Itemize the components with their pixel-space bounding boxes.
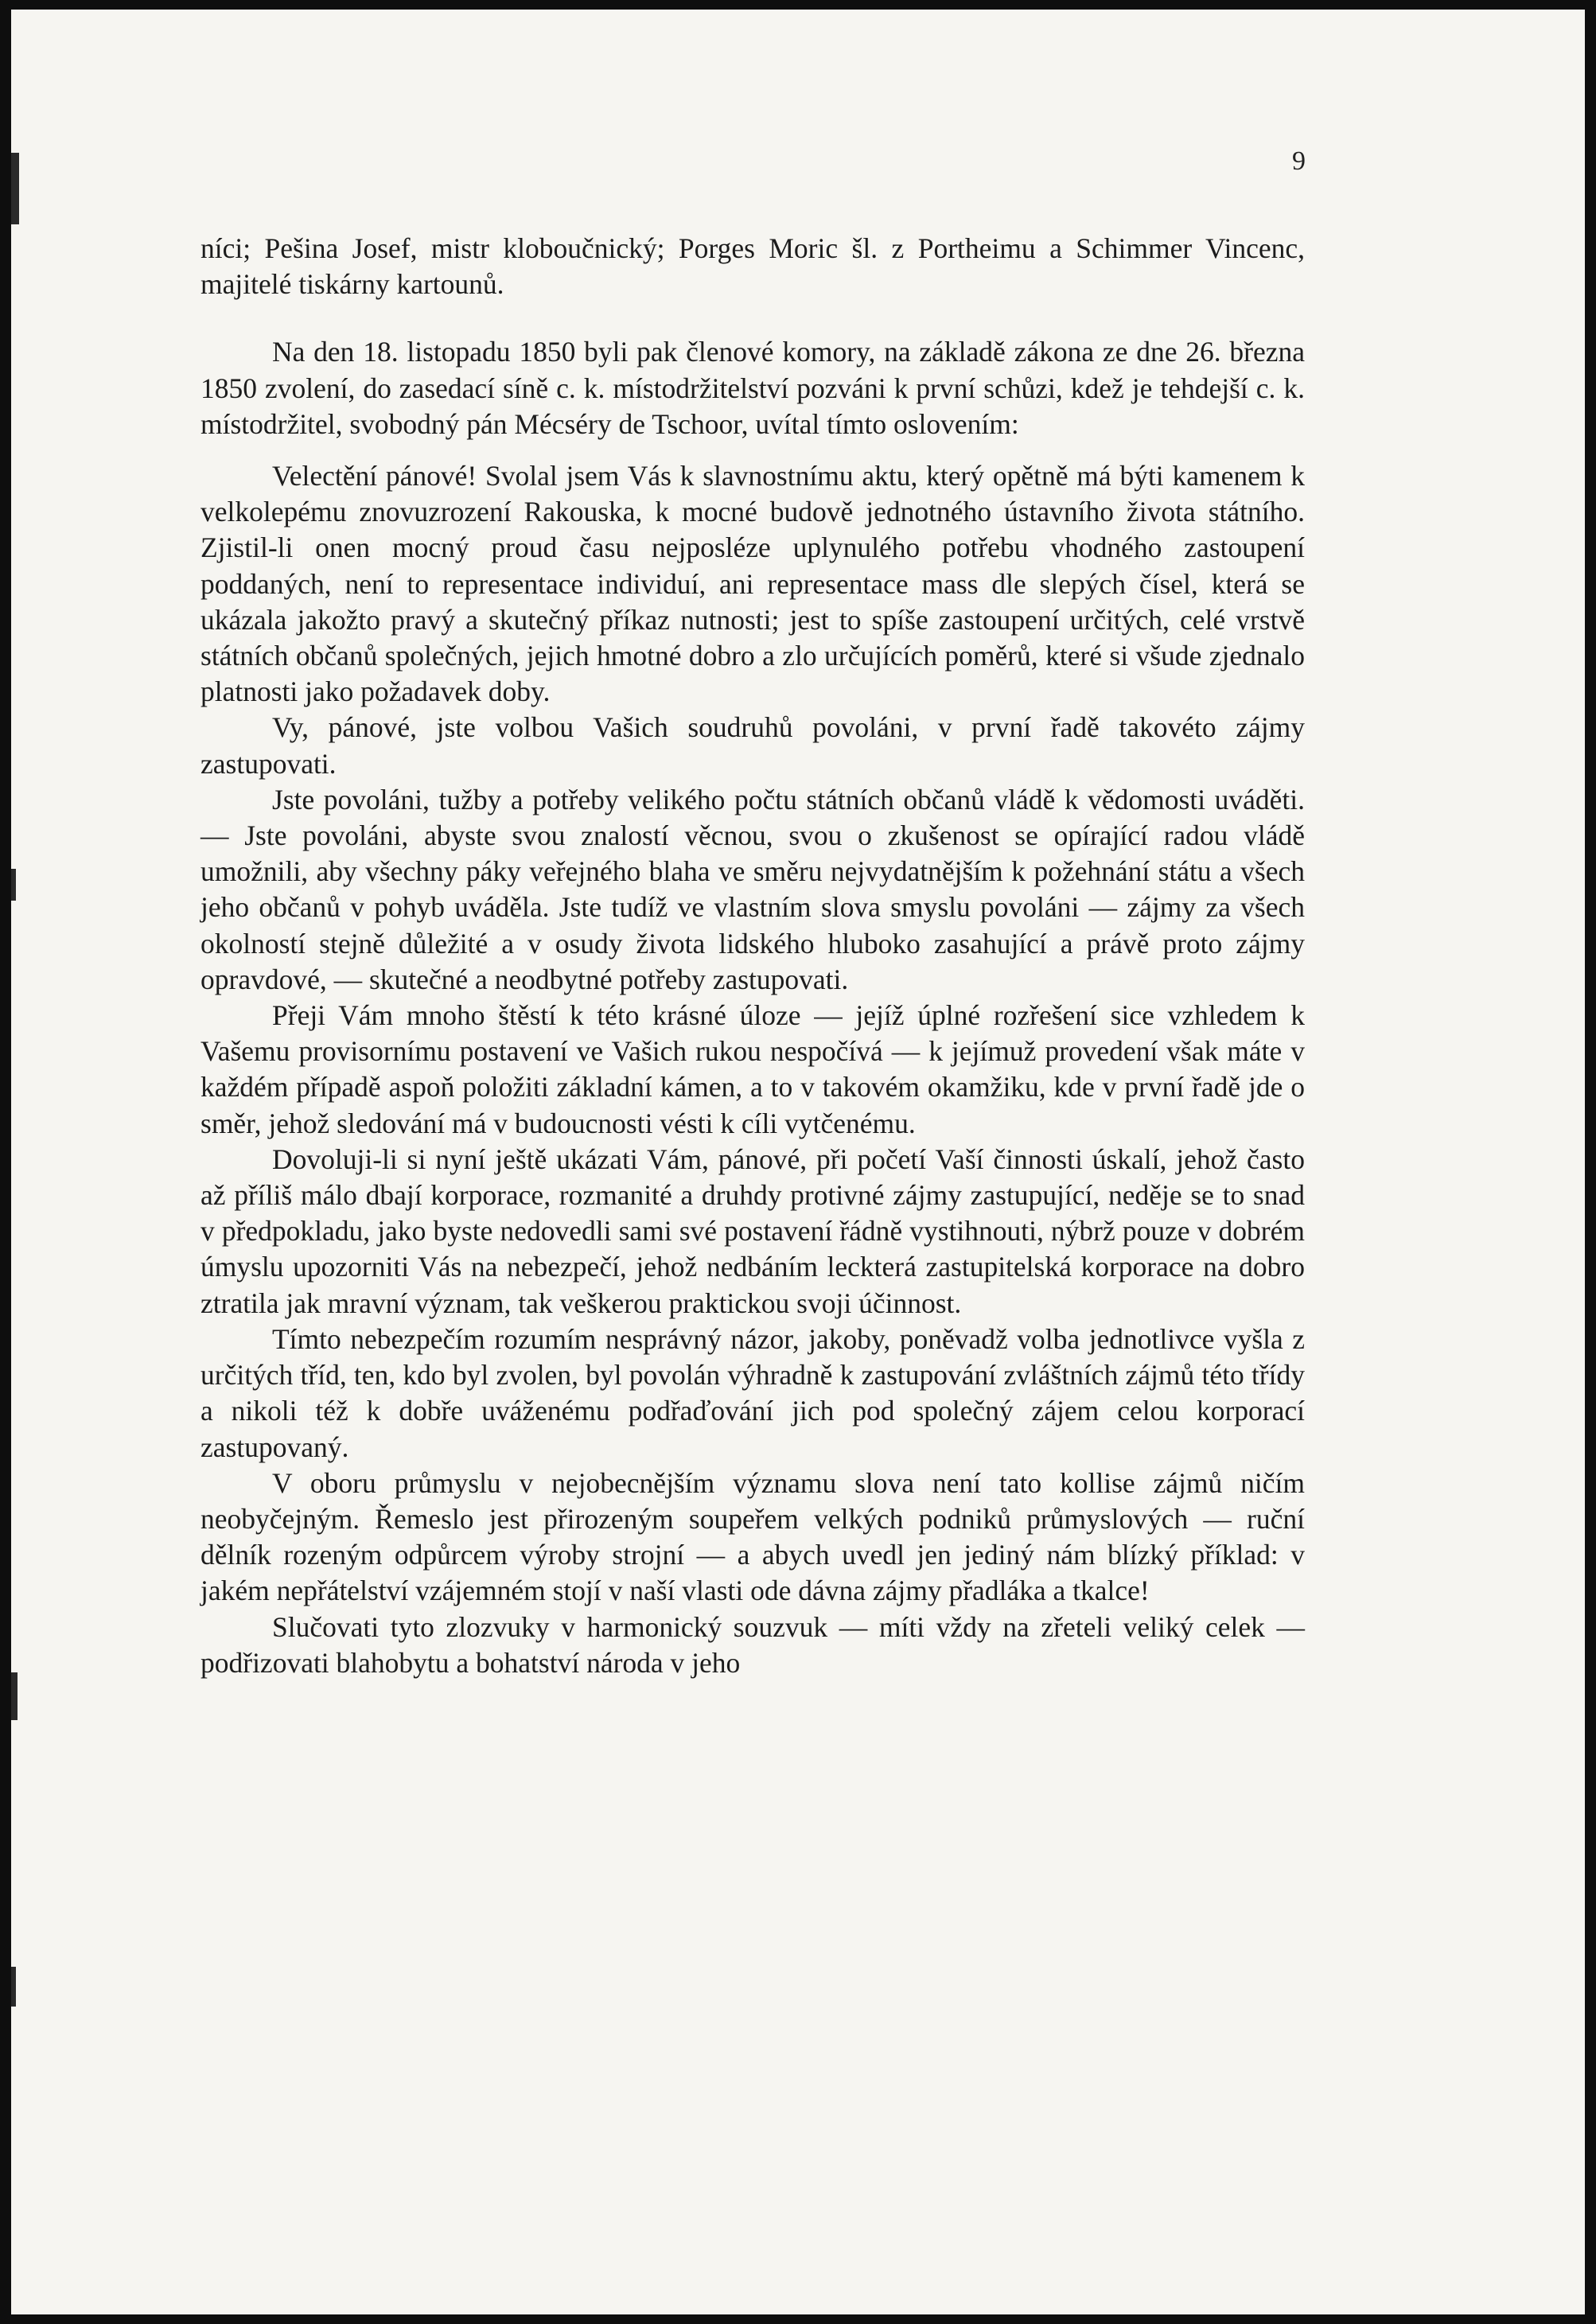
paragraph-chamber-meeting: Na den 18. listopadu 1850 byli pak členové komory, na základě zákona ze dne 26. března 1850 zvolení, do zasedací síně c. k. místodržitelství pozváni k první schůzi, kdež je tehdejší c. k. místodržitel, svobodný pán Mécséry de Tschoor, uvítal tímto oslovením: [200,336,1305,440]
paragraph-speech: Vy, pánové, jste volbou Vašich soudruhů povoláni, v první řadě takovéto zájmy zastupovati. [200,711,1305,780]
page-number: 9 [1292,146,1306,176]
binding-mark [11,869,16,901]
binding-mark [11,1967,16,2007]
paragraph-speech: Tímto nebezpečím rozumím nesprávný názor, jakoby, poněvadž volba jednotlivce vyšla z určitých tříd, ten, kdo byl zvolen, byl povolán výhradně k zastupování zvláštních zájmů této třídy a nikoli též k dobře uváženému podřaďování jich pod společný zájem celou korporací zastupovaný. [200,1322,1305,1463]
paragraph-continuation: níci; Pešina Josef, mistr kloboučnický; Porges Moric šl. z Portheimu a Schimmer Vincenc, majitelé tiskárny kartounů. [200,232,1305,301]
paragraph-speech: Dovoluji-li si nyní ještě ukázati Vám, pánové, při početí Vaší činnosti úskalí, jehož často až příliš málo dbají korporace, rozmanité a druhdy protivné zájmy zastupující, neděje se to snad v předpokladu, jako byste nedovedli sami své postavení řádně vystihnouti, nýbrž pouze v dobrém úmyslu upozorniti Vás na nebezpečí, jehož nedbáním leckterá zastupitelská korporace na dobro ztratila jak mravní význam, tak veškerou praktickou svoji účinnost. [200,1143,1305,1319]
paragraph-speech-opening: Velectění pánové! Svolal jsem Vás k slavnostnímu aktu, který opětně má býti kamenem k velkolepému znovuzrození Rakouska, k mocné budově jednotného ústavního života státního. Zjistil-li onen mocný proud času nejposléze uplynulého potřebu vhodného zastoupení poddaných, není to representace individuí, ani representace mass dle slepých čísel, která se ukázala jakožto pravý a skutečný příkaz nutnosti; jest to spíše zastoupení určitých, celé vrstvě státních občanů společných, jejich hmotné dobro a zlo určujících poměrů, které si všude zjednalo platnosti jako požadavek doby. [200,460,1305,708]
paragraph-speech: Přeji Vám mnoho štěstí k této krásné úloze — jejíž úplné rozřešení sice vzhledem k Vašemu provisornímu postavení ve Vašich rukou nespočívá — k jejímuž provedení však máte v každém případě aspoň položiti základní kámen, a to v takovém okamžiku, kde v první řadě jde o směr, jehož sledování má v budoucnosti vésti k cíli vytčenému. [200,999,1305,1139]
binding-mark [11,1672,18,1720]
paragraph-speech: V oboru průmyslu v nejobecnějším významu slova není tato kollise zájmů ničím neobyčejným. Řemeslo jest přirozeným soupeřem velkých podniků průmyslových — ruční dělník rozeným odpůrcem výroby strojní — a abych uvedl jen jediný nám blízký příklad: v jakém nepřátelství vzájemném stojí v naší vlasti ode dávna zájmy přadláka a tkalce! [200,1466,1305,1607]
paragraph-speech: Slučovati tyto zlozvuky v harmonický souzvuk — míti vždy na zřeteli veliký celek — podřizovati blahobytu a bohatství národa v jeho [200,1610,1305,1679]
paragraph-speech: Jste povoláni, tužby a potřeby velikého počtu státních občanů vládě k vědomosti uváděti. — Jste povoláni, abyste svou znalostí věcnou, svou o zkušenost se opírající radou vládě umožnili, aby všechny páky veřejného blaha ve směru nejvydatnějším k požehnání státu a všech jeho občanů v pohyb uváděla. Jste tudíž ve vlastním slova smyslu povoláni — zájmy za všech okolností stejně důležité a v osudy života lidského hluboko zasahující a právě proto zájmy opravdové, — skutečné a neodbytné potřeby zastupovati. [200,783,1305,995]
binding-mark [11,153,19,224]
book-page [11,10,1585,2314]
body-text [200,231,1305,1681]
